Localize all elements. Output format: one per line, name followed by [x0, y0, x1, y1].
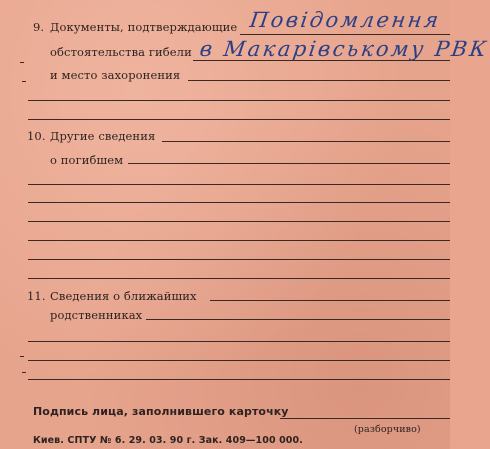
signature-hint: (разборчиво) [354, 424, 421, 435]
section9-fill-line1 [240, 34, 450, 35]
section10-number: 10. [27, 129, 46, 143]
section10-blank-line2 [28, 202, 450, 203]
section9-handwriting-1: Повідомлення [248, 8, 443, 32]
margin-dash [20, 356, 24, 357]
margin-dash [22, 372, 26, 373]
section9-label-line1: Документы, подтверждающие [50, 20, 238, 34]
section10-blank-line6 [28, 278, 450, 279]
section9-handwriting-2: в Макарівському РВК [198, 37, 490, 61]
section11-blank-line2 [28, 360, 450, 361]
section9-label-line2: обстоятельства гибели [50, 45, 192, 59]
signature-line [280, 418, 450, 419]
section9-label-line3: и место захоронения [50, 68, 181, 82]
section11-blank-line1 [28, 341, 450, 342]
margin-dash [22, 81, 26, 82]
section10-fill-line1 [162, 141, 450, 142]
margin-dash [20, 62, 24, 63]
section9-number: 9. [33, 20, 45, 34]
section10-blank-line4 [28, 240, 450, 241]
section11-label-line1: Сведения о ближайших [50, 289, 197, 303]
section9-blank-line2 [28, 119, 450, 120]
printer-imprint: Киев. СПТУ № 6. 29. 03. 90 г. Зак. 409—100 000. [33, 435, 303, 446]
section10-blank-line5 [28, 259, 450, 260]
section11-fill-line2 [146, 319, 450, 320]
section10-blank-line3 [28, 221, 450, 222]
section9-blank-line1 [28, 100, 450, 101]
section10-label-line1: Другие сведения [50, 129, 156, 143]
section10-label-line2: о погибшем [50, 153, 124, 167]
section9-fill-line3 [188, 80, 450, 81]
section11-label-line2: родственниках [50, 308, 143, 322]
signature-label: Подпись лица, заполнившего карточку [33, 405, 289, 418]
section11-fill-line1 [210, 300, 450, 301]
section10-blank-line1 [28, 184, 450, 185]
section11-number: 11. [27, 289, 46, 303]
section11-blank-line3 [28, 379, 450, 380]
section10-fill-line2 [128, 163, 450, 164]
